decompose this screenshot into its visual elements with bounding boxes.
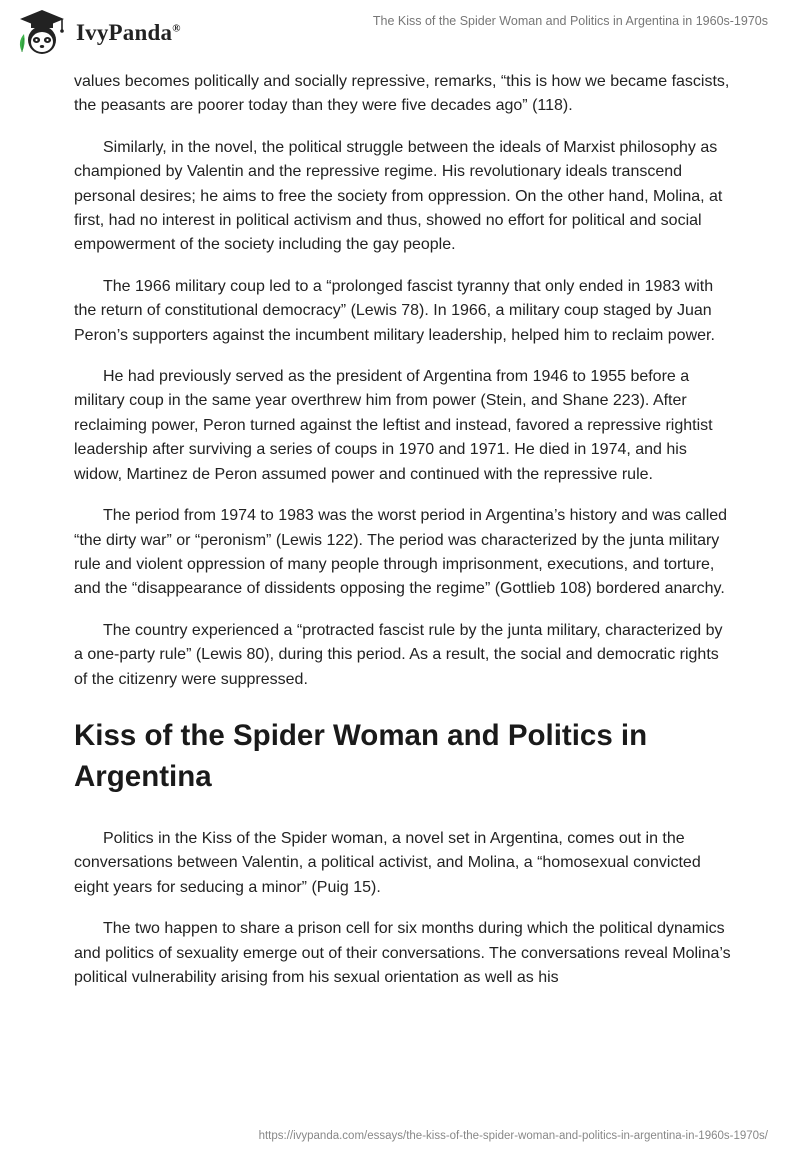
page-header xyxy=(0,0,800,70)
paragraph-2: Similarly, in the novel, the political struggle between the ideals of Marxist philosophy as championed by Valentin and the repressive regime. His revolutionary ideals transcend personal desires; he aims to free the society from oppression. On the other hand, Molina, at first, had no interest in political activism and thus, showed no effort for political and social empowerment of the society including the gay people. xyxy=(74,138,723,254)
paragraph-7: Politics in the Kiss of the Spider woman, a novel set in Argentina, comes out in the conversations between Valentin, a political activist, and Molina, a “homosexual convicted eight years for seducing a minor” (Puig 15). xyxy=(74,829,701,896)
footer-url[interactable]: https://ivypanda.com/essays/the-kiss-of-the-spider-woman-and-politics-in-argentina-in-1960s-1970s/ xyxy=(258,1130,768,1142)
paragraph-1: values becomes politically and socially repressive, remarks, “this is how we became fascists, the peasants are poorer today than they were five decades ago” (118). xyxy=(74,73,730,115)
paragraph-4: He had previously served as the president of Argentina from 1946 to 1955 before a military coup in the same year overthrew him from power (Stein, and Shane 223). After reclaiming power, Peron turned against the leftist and instead, favored a repressive rightist leadership after surviving a series of coups in 1970 and 1971. He died in 1974, and his widow, Martinez de Peron assumed power and continued with the repressive rule. xyxy=(74,368,713,483)
paragraph-5: The period from 1974 to 1983 was the worst period in Argentina’s history and was called “the dirty war” or “peronism” (Lewis 122). The period was characterized by the junta military rule and violent oppression of many people through imprisonment, executions, and torture, and the “disappearance of dissidents opposing the regime” (Gottlieb 108) bordered anarchy. xyxy=(74,507,728,598)
paragraph-6: The country experienced a “protracted fascist rule by the junta military, characterized by a one-party rule” (Lewis 80), during this period. As a result, the social and democratic rights of the citizenry were suppressed. xyxy=(74,621,723,688)
section-heading: Kiss of the Spider Woman and Politics in Argentina xyxy=(74,718,648,793)
brand-name xyxy=(76,20,181,46)
paragraph-3: The 1966 military coup led to a “prolonged fascist tyranny that only ended in 1983 with the return of constitutional democracy” (Lewis 78). In 1966, a military coup staged by Juan Peron’s supporters against the incumbent military leadership, helped him to reclaim power. xyxy=(74,277,715,344)
paragraph-8: The two happen to share a prison cell for six months during which the political dynamics and politics of sexuality emerge out of their conversations. The conversations reveal Molina’s political vulnerability arising from his sexual orientation as well as his xyxy=(74,920,731,986)
site-logo[interactable] xyxy=(14,8,181,58)
article-body xyxy=(74,70,734,1007)
document-title: The Kiss of the Spider Woman and Politics in Argentina in 1960s-1970s xyxy=(372,14,768,28)
brand-text: IvyPanda xyxy=(76,20,173,45)
panda-logo-icon xyxy=(14,8,70,58)
registered-mark: ® xyxy=(172,22,181,35)
